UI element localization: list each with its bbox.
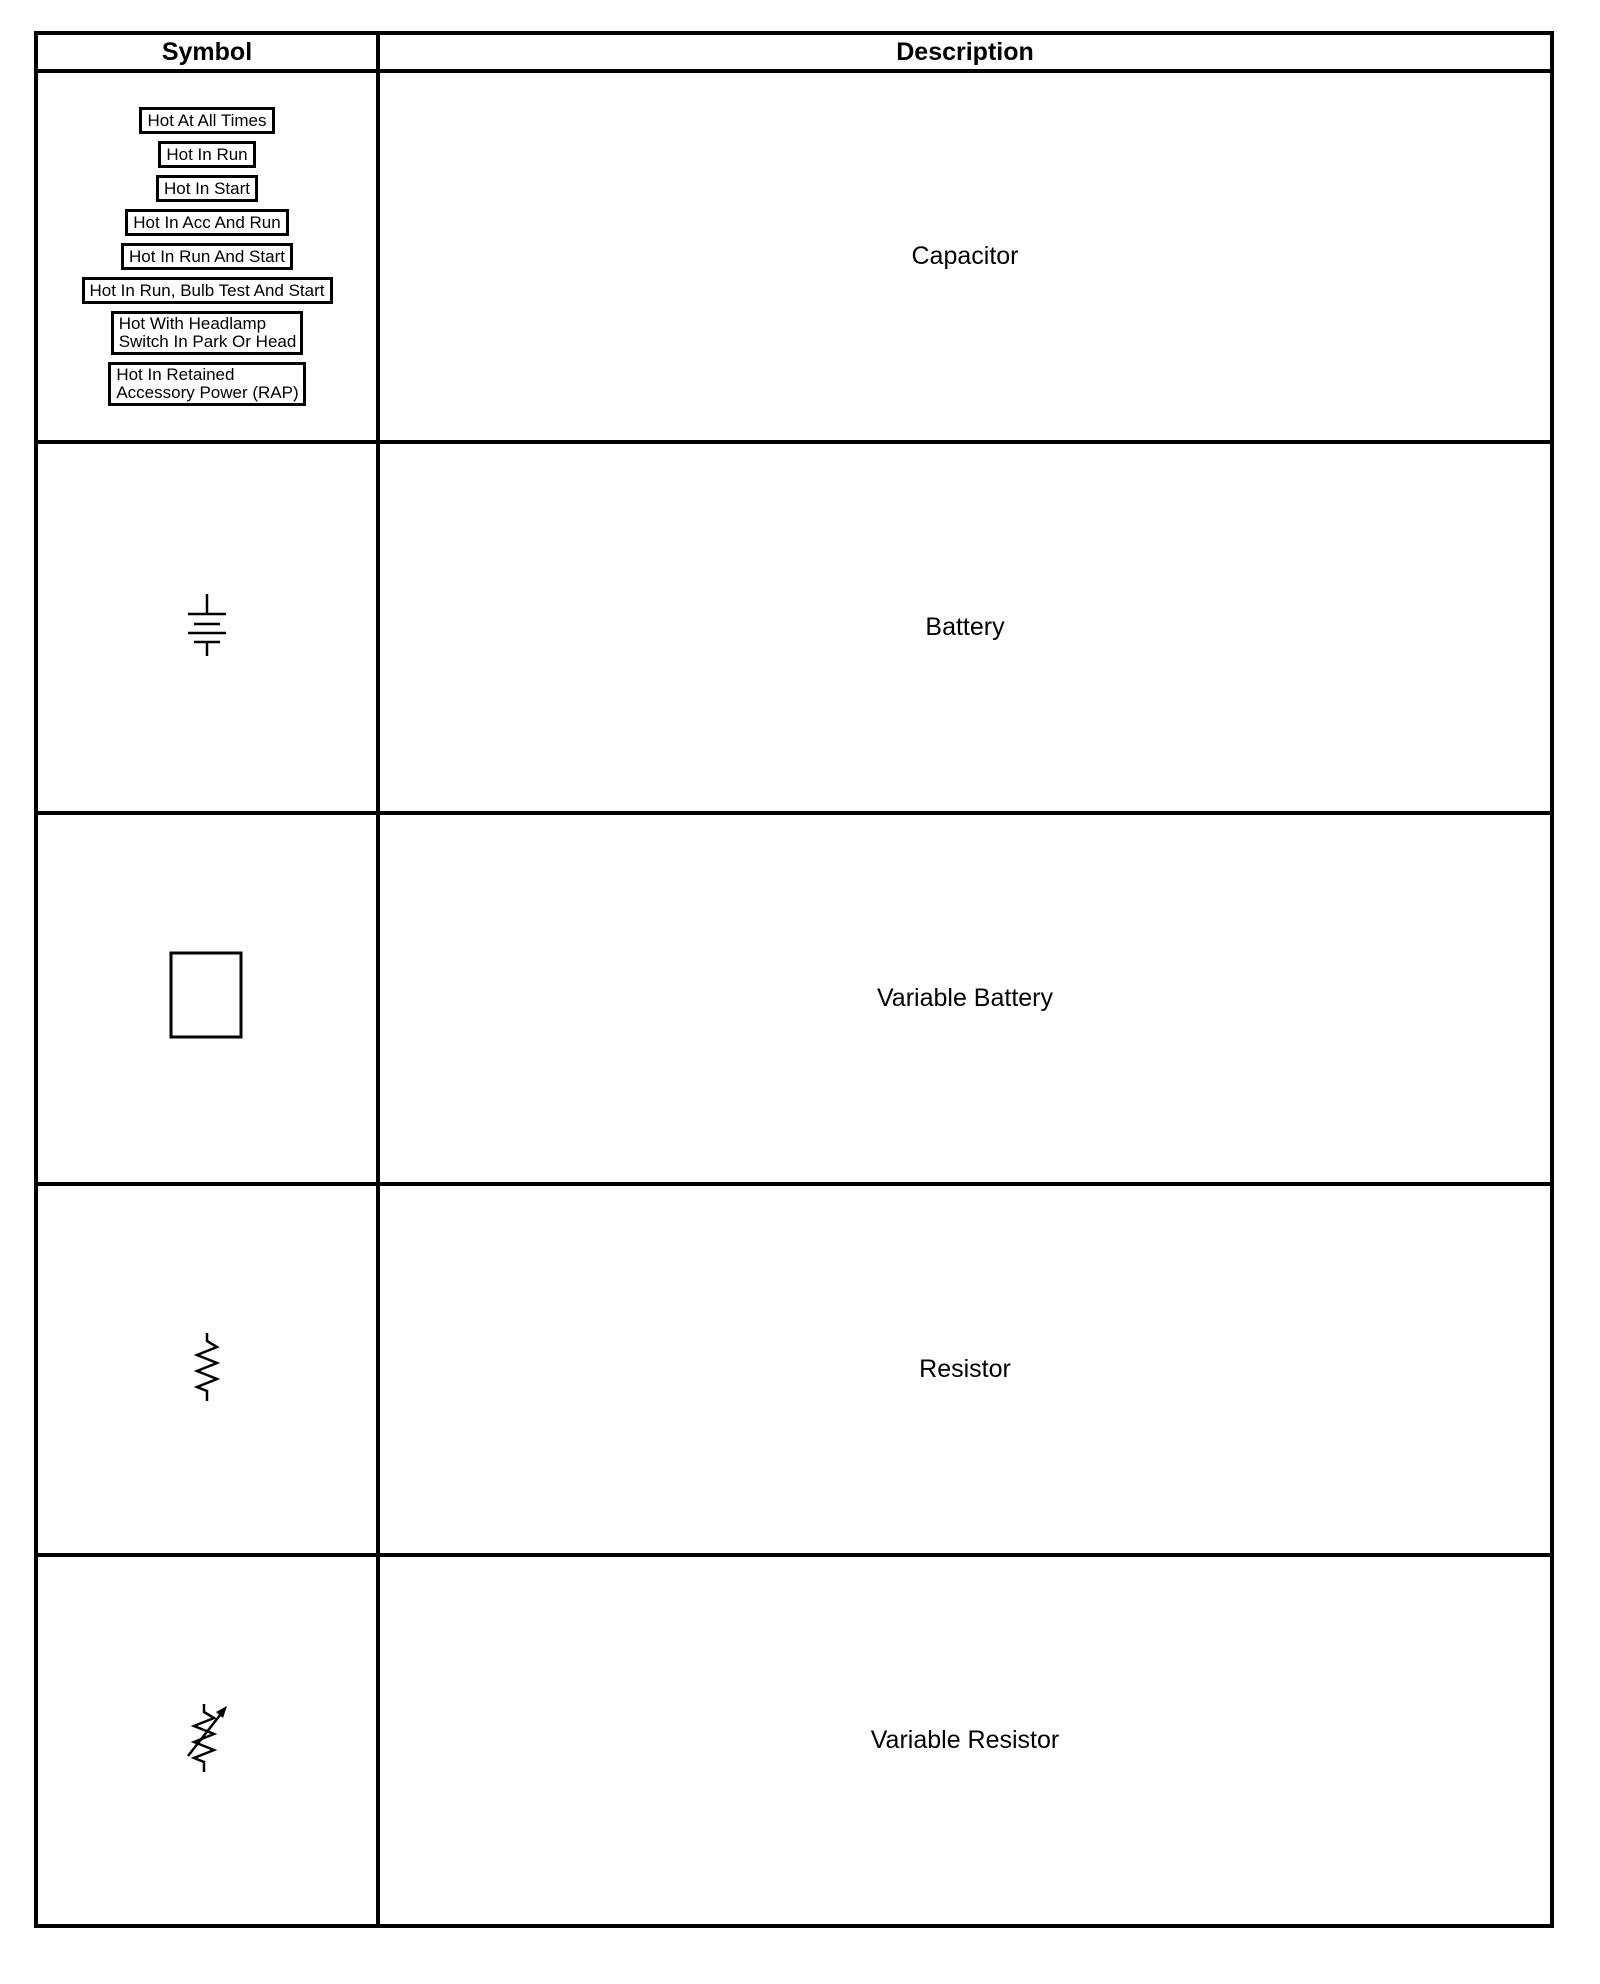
symbol-cell — [36, 1184, 378, 1555]
description-cell — [378, 1184, 1552, 1555]
table-row — [36, 813, 1552, 1184]
resistor-icon — [189, 1331, 225, 1403]
table-row — [36, 1184, 1552, 1555]
symbol-legend-table — [34, 31, 1554, 1928]
power-label-hot-in-acc-and-run: Hot In Acc And Run — [125, 209, 288, 236]
battery-icon — [184, 592, 230, 658]
description-text: Resistor — [919, 1355, 1011, 1383]
description-column-header: Description — [378, 33, 1552, 71]
table-row — [36, 71, 1552, 442]
power-label-hot-in-run-bulb-test-and-start: Hot In Run, Bulb Test And Start — [82, 277, 333, 304]
description-cell — [378, 442, 1552, 813]
symbol-cell — [36, 813, 378, 1184]
blank-rectangle-icon — [169, 951, 245, 1041]
description-cell — [378, 813, 1552, 1184]
power-source-label-stack — [38, 107, 376, 406]
variable-resistor-icon — [182, 1702, 232, 1774]
symbol-column-header: Symbol — [36, 33, 378, 71]
power-label-hot-with-headlamp-switch: Hot With Headlamp Switch In Park Or Head — [111, 311, 304, 355]
description-text: Variable Battery — [876, 984, 1053, 1012]
power-label-hot-in-retained-accessory-power: Hot In Retained Accessory Power (RAP) — [108, 362, 305, 406]
power-label-hot-in-start: Hot In Start — [156, 175, 258, 202]
description-text: Variable Resistor — [870, 1726, 1060, 1754]
description-cell — [378, 1555, 1552, 1926]
table-row — [36, 1555, 1552, 1926]
symbol-cell — [36, 442, 378, 813]
description-text: Capacitor — [911, 242, 1019, 270]
power-label-hot-in-run: Hot In Run — [158, 141, 255, 168]
table-row — [36, 442, 1552, 813]
power-label-hot-in-run-and-start: Hot In Run And Start — [121, 243, 293, 270]
description-cell — [378, 71, 1552, 442]
table-header-row — [36, 33, 1552, 71]
symbol-cell — [36, 1555, 378, 1926]
symbol-cell — [36, 71, 378, 442]
power-label-hot-at-all-times: Hot At All Times — [139, 107, 274, 134]
description-text: Battery — [925, 613, 1005, 641]
